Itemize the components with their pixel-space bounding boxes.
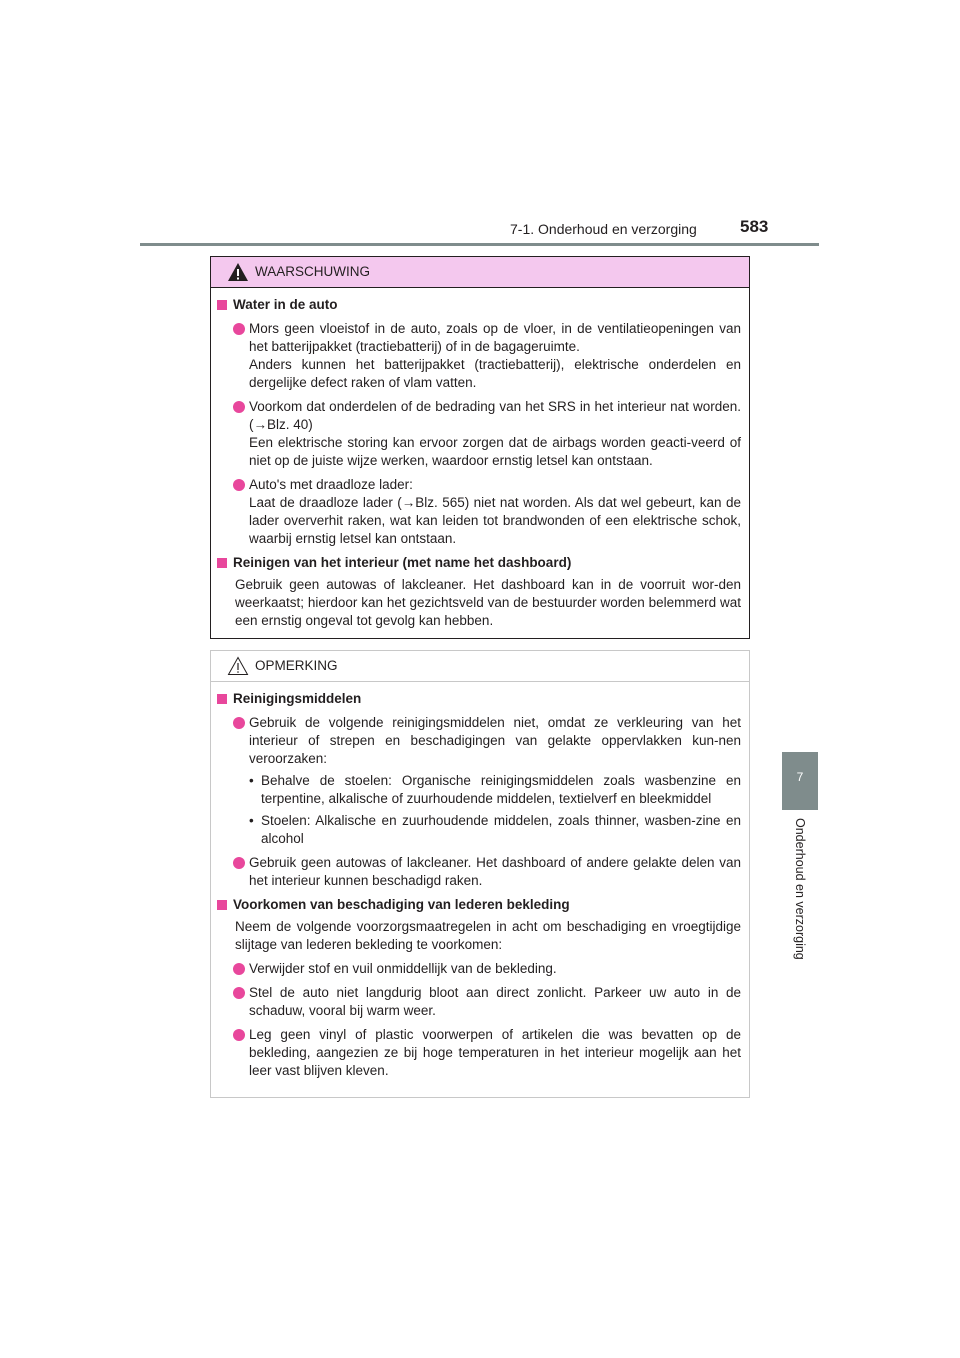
square-bullet-icon — [217, 558, 227, 568]
section-heading: Water in de auto — [217, 296, 741, 314]
list-item: Verwijder stof en vuil onmiddellijk van de bekleding. — [217, 960, 741, 978]
chapter-number: 7 — [796, 770, 804, 784]
circle-bullet-icon — [233, 717, 245, 729]
sub-list-item: • Behalve de stoelen: Organische reinigingsmiddelen zoals wasbenzine en terpentine, alkalische of zuurhoudende middelen, textielverf en bleekmiddel — [249, 773, 741, 806]
list-item: Gebruik de volgende reinigingsmiddelen niet, omdat ze verkleuring van het interieur of strepen en beschadigingen van gelakte oppervlakken kun-nen veroorzaken: — [217, 714, 741, 768]
list-item: Gebruik geen autowas of lakcleaner. Het dashboard of andere gelakte delen van het interieur kunnen beschadigd raken. — [217, 854, 741, 890]
square-bullet-icon — [217, 694, 227, 704]
circle-bullet-icon — [233, 323, 245, 335]
list-item: Mors geen vloeistof in de auto, zoals op de vloer, in de ventilatieopeningen van het batterijpakket (tractiebatterij) of in de bagageruimte. Anders kunnen het batterijpakket (tractiebatterij), elektrische onderdelen en dergelijke defect raken of vlam vatten. — [217, 320, 741, 392]
header-divider — [140, 243, 819, 246]
notice-box — [210, 650, 750, 1098]
list-item: Stel de auto niet langdurig bloot aan direct zonlicht. Parkeer uw auto in de schaduw, vooral bij warm weer. — [217, 984, 741, 1020]
circle-bullet-icon — [233, 1029, 245, 1041]
list-item: Voorkom dat onderdelen of de bedrading van het SRS in het interieur nat worden. (→Blz. 40) Een elektrische storing kan ervoor zorgen dat de airbags worden geacti-veerd of niet op de juiste wijze werken, waardoor ernstig letsel kan ontstaan. — [217, 398, 741, 470]
chapter-tab — [782, 752, 818, 810]
list-item: Auto's met draadloze lader: Laat de draadloze lader (→Blz. 565) niet nat worden. Als dat wel gebeurt, kan de lader oververhit raken, wat kan leiden tot brandwonden of een elektrische schok, waarbij ernstig letsel kan ontstaan. — [217, 476, 741, 548]
warning-icon — [227, 262, 249, 282]
notice-header — [211, 651, 749, 682]
list-item: Leg geen vinyl of plastic voorwerpen of artikelen die was bevatten op de bekleding, aangezien ze bij hoge temperaturen in het interieur mogelijk aan het leer vast blijven kleven. — [217, 1026, 741, 1080]
circle-bullet-icon — [233, 401, 245, 413]
circle-bullet-icon — [233, 963, 245, 975]
section-heading: Reinigingsmiddelen — [217, 690, 741, 708]
paragraph: Neem de volgende voorzorgsmaatregelen in acht om beschadiging en vroegtijdige slijtage van lederen bekleding te voorkomen: — [235, 919, 741, 952]
circle-bullet-icon — [233, 987, 245, 999]
square-bullet-icon — [217, 900, 227, 910]
circle-bullet-icon — [233, 479, 245, 491]
warning-header — [211, 257, 749, 288]
section-heading: Reinigen van het interieur (met name het dashboard) — [217, 554, 741, 572]
notice-label: OPMERKING — [255, 658, 338, 673]
warning-label: WAARSCHUWING — [255, 264, 370, 279]
caution-icon — [227, 656, 249, 676]
page-number: 583 — [740, 217, 769, 236]
circle-bullet-icon — [233, 857, 245, 869]
square-bullet-icon — [217, 300, 227, 310]
sub-list-item: • Stoelen: Alkalische en zuurhoudende middelen, zoals thinner, wasben-zine en alcohol — [249, 813, 741, 846]
chapter-title: Onderhoud en verzorging — [793, 818, 807, 960]
section-title: 7-1. Onderhoud en verzorging — [510, 221, 697, 237]
warning-box — [210, 256, 750, 639]
section-heading: Voorkomen van beschadiging van lederen bekleding — [217, 896, 741, 914]
paragraph: Gebruik geen autowas of lakcleaner. Het dashboard kan in de voorruit wor-den weerkaatst; hierdoor kan het gezichtsveld van de bestuurder worden belemmerd wat een ernstig ongeval tot gevolg kan hebben. — [235, 577, 741, 628]
